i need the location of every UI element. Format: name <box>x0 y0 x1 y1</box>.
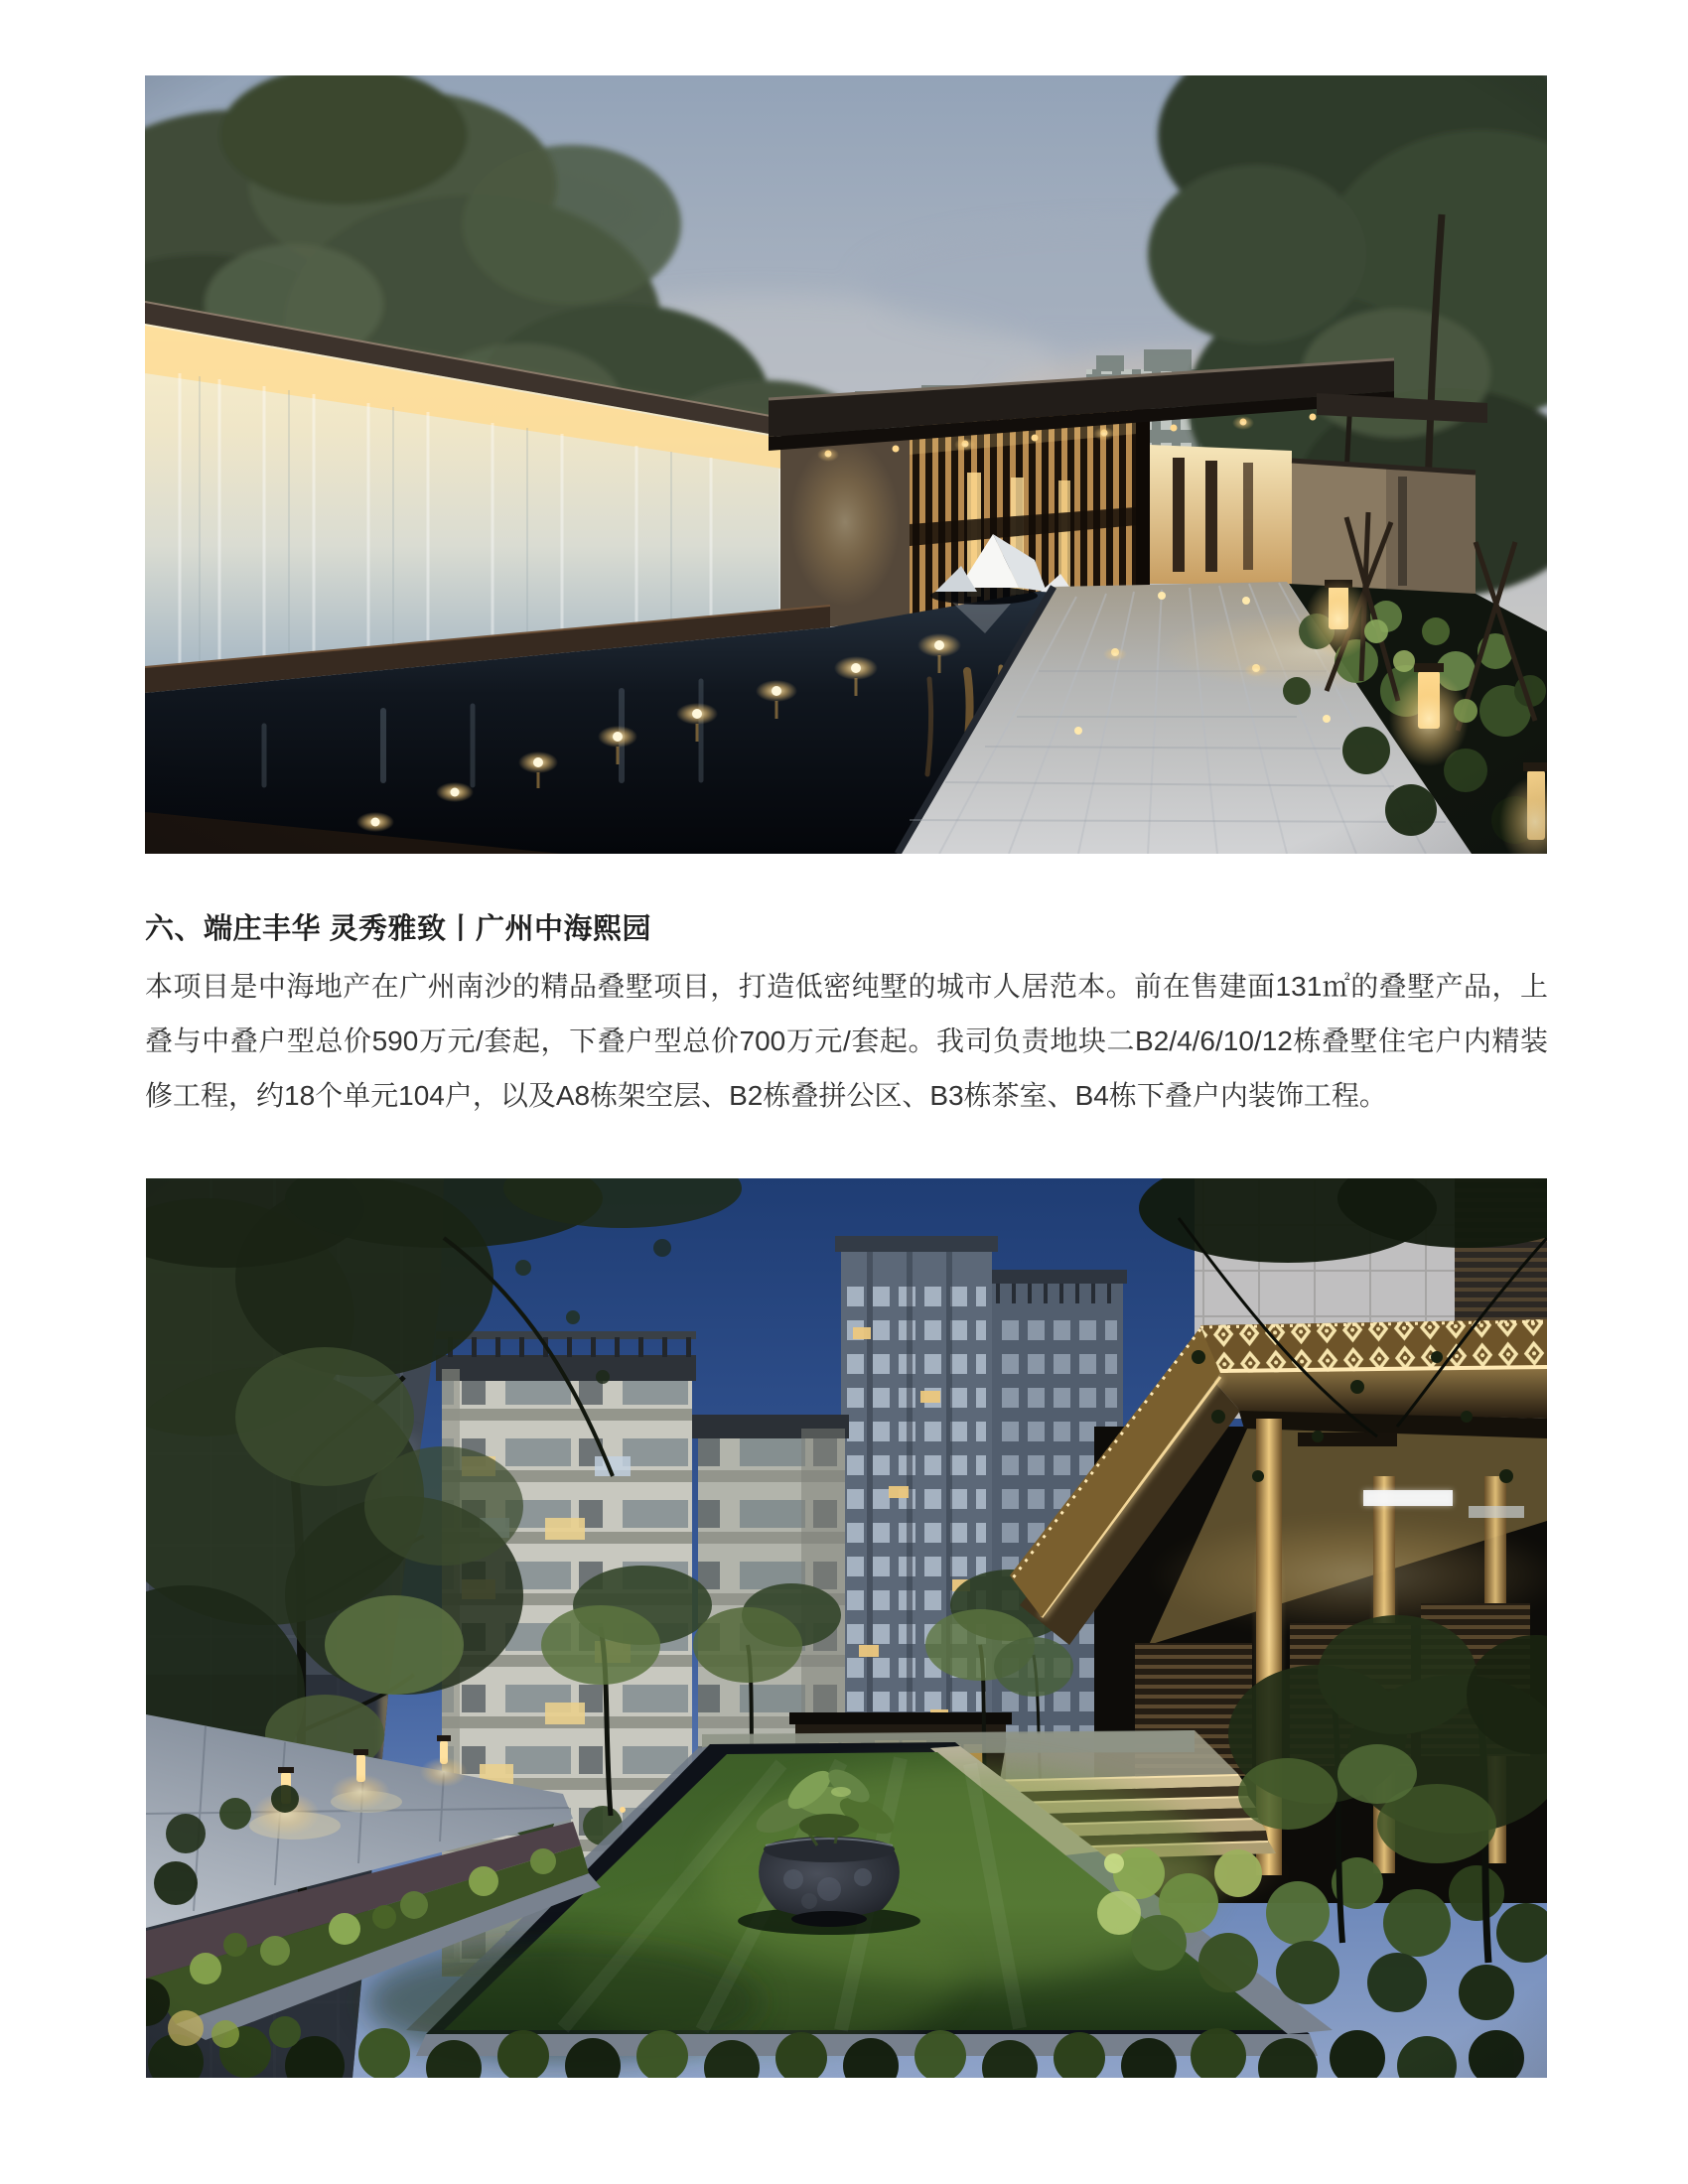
section-heading: 六、端庄丰华 灵秀雅致丨广州中海熙园 <box>145 913 652 945</box>
section-paragraph: 本项目是中海地产在广州南沙的精品叠墅项目，打造低密纯墅的城市人居范本。前在售建面131㎡的叠墅产品，上叠与中叠户型总价590万元/套起，下叠户型总价700万元/套起。我司负责地块二B2/4/6/10/12栋叠墅住宅户内精装修工程，约18个单元104户，以及A8栋架空层、B2栋叠拼公区、B3栋茶室、B4栋下叠户内装饰工程。 <box>145 971 1548 1111</box>
photo-night-garden <box>146 1178 1547 2078</box>
photo-water-courtyard <box>145 75 1547 854</box>
vignette-overlay <box>145 75 1547 854</box>
vignette-overlay-2 <box>146 1178 1547 2078</box>
